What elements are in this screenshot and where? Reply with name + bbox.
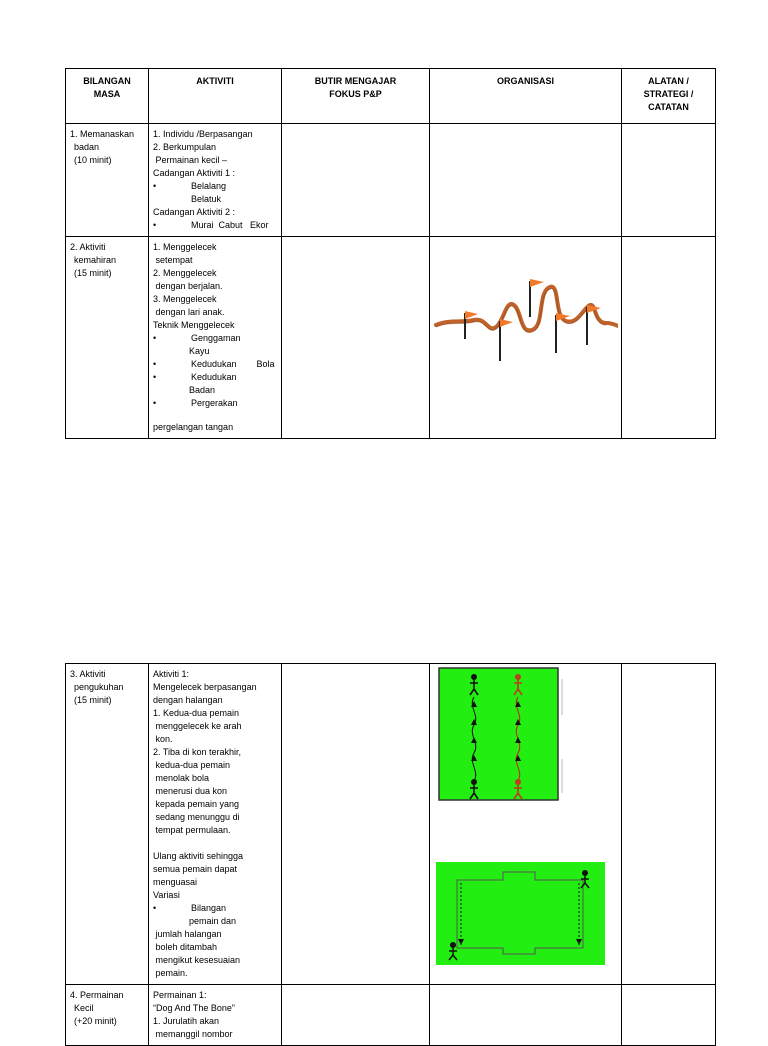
aktiviti-cell: 1. Individu /Berpasangan 2. Berkumpulan Permainan kecil – Cadangan Aktiviti 1 : • Belalang Belatuk Cadangan Aktiviti 2 : • Murai Cabut Ekor [149,124,282,237]
aktiviti-cell: Aktiviti 1: Mengelecek berpasangan dengan halangan 1. Kedua-dua pemain menggelecek ke arah kon. 2. Tiba di kon terakhir, kedua-dua pemain menolak bola menerusi dua kon kepada pemain yang sedang menunggu di tempat permulaan. Ulang aktiviti sehingga semua pemain dapat menguasai Variasi • Bilangan pemain dan jumlah halangan boleh ditambah mengikut kesesuaian pemain. [149,664,282,985]
table-row [66,237,716,439]
bullet-item: • Pergerakan [153,398,238,408]
butir-cell [282,237,430,439]
header-bilangan-masa: BILANGAN MASA [66,69,149,124]
flag-icon [465,311,478,339]
header-butir-mengajar: BUTIR MENGAJAR FOKUS P&P [282,69,430,124]
cone-drill-diagram [438,667,566,803]
header-aktiviti: AKTIVITI [149,69,282,124]
masa-cell: 1. Memanaskan badan (10 minit) [66,124,149,237]
butir-cell [282,985,430,1046]
bullet-item: • Kedudukan Bola [153,359,275,369]
table-row [66,124,716,237]
table-row [66,664,716,985]
lesson-table-2 [65,663,716,1046]
bullet-item: • Bilangan [153,903,227,913]
header-alatan: ALATAN / STRATEGI / CATATAN [622,69,716,124]
masa-cell: 3. Aktiviti pengukuhan (15 minit) [66,664,149,985]
aktiviti-cell: 1. Menggelecek setempat 2. Menggelecek dengan berjalan. 3. Menggelecek dengan lari anak. Teknik Menggelecek • Genggaman Kayu • Kedudukan Bola • Kedudukan Badan • Pergerakan pergelangan tangan [149,237,282,439]
field-lap-diagram [435,861,607,967]
bullet-item: • Kedudukan [153,372,237,382]
header-organisasi: ORGANISASI [430,69,622,124]
organisasi-cell [430,985,622,1046]
lesson-table-1 [65,68,716,439]
alatan-cell [622,237,716,439]
table-row [66,985,716,1046]
flag-course-illustration [434,241,618,361]
organisasi-cell [430,664,622,985]
aktiviti-cell: Permainan 1: “Dog And The Bone” 1. Jurulatih akan memanggil nombor [149,985,282,1046]
butir-cell [282,124,430,237]
butir-cell [282,664,430,985]
masa-cell: 2. Aktiviti kemahiran (15 minit) [66,237,149,439]
alatan-cell [622,985,716,1046]
table-header-row [66,69,716,124]
bullet-item: • Murai Cabut Ekor [153,220,269,230]
organisasi-cell [430,237,622,439]
masa-cell: 4. Permainan Kecil (+20 minit) [66,985,149,1046]
bullet-item: • Belalang [153,181,227,191]
alatan-cell [622,124,716,237]
flag-icon [500,319,513,361]
alatan-cell [622,664,716,985]
bullet-item: • Genggaman [153,333,241,343]
organisasi-cell [430,124,622,237]
